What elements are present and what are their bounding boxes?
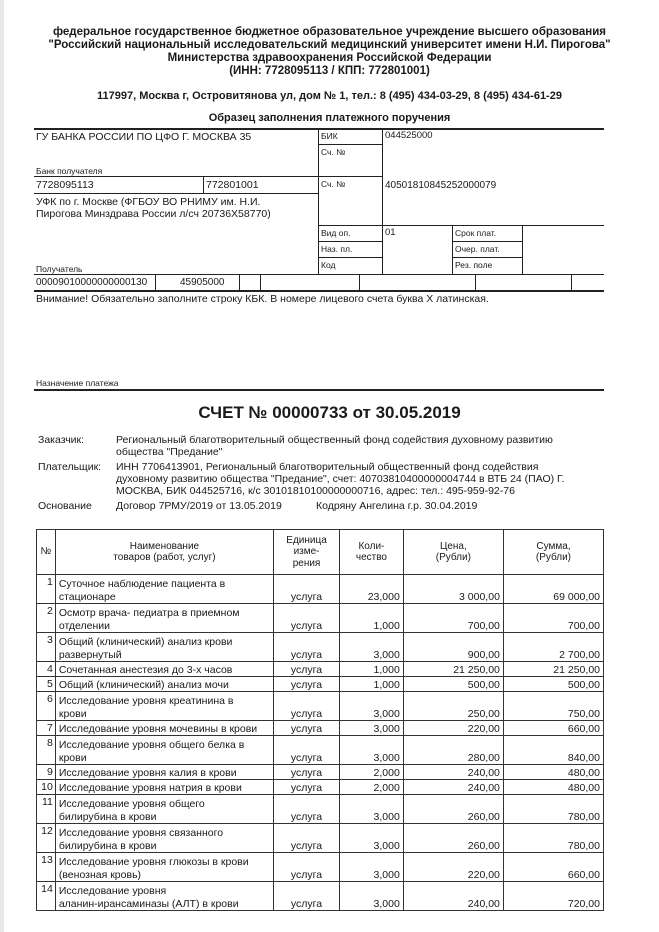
row-quantity: 1,000 [340, 604, 404, 633]
row-number: 14 [37, 882, 56, 911]
po-divider [318, 225, 604, 226]
row-name [55, 882, 273, 911]
row-sum: 750,00 [503, 692, 603, 721]
row-unit: услуга [274, 824, 340, 853]
row-name-line-1: Исследование уровня калия в крови [58, 766, 237, 779]
account-label: Сч. № [321, 179, 346, 189]
row-price: 250,00 [403, 692, 503, 721]
col-header-name-line-2: товаров (работ, услуг) [113, 552, 216, 563]
col-header-unit-line-3: рения [292, 557, 321, 569]
po-divider [318, 241, 382, 242]
col-header-unit-line-2: изме- [293, 546, 320, 558]
po-divider [155, 274, 156, 290]
row-sum: 720,00 [503, 882, 603, 911]
payer-line-2: духовному развитию общества "Предание", счет: 40703810400000004744 в ВТБ 24 (ПАО) Г. [116, 473, 565, 485]
row-quantity: 3,000 [340, 795, 404, 824]
col-header-unit-line-1: Единица [286, 534, 327, 546]
po-divider [452, 241, 522, 242]
bik-value: 044525000 [385, 130, 433, 141]
row-price: 21 250,00 [403, 662, 503, 677]
table-row [37, 633, 604, 662]
basis-patient: Кодряну Ангелина г.р. 30.04.2019 [316, 500, 478, 512]
payer-line-1: ИНН 7706413901, Региональный благотворительный общественный фонд содействия [116, 461, 539, 473]
corr-account-label: Сч. № [321, 147, 346, 157]
po-divider [318, 144, 382, 145]
po-divider [452, 225, 453, 274]
row-sum: 660,00 [503, 721, 603, 736]
row-number: 9 [37, 765, 56, 780]
row-price: 500,00 [403, 677, 503, 692]
row-quantity: 1,000 [340, 662, 404, 677]
po-top-border [34, 128, 604, 130]
row-number: 7 [37, 721, 56, 736]
row-name-line-2: развернутый [58, 648, 122, 661]
row-price: 260,00 [403, 795, 503, 824]
customer-label: Заказчик: [38, 434, 85, 446]
po-divider [452, 257, 522, 258]
vid-op-label: Вид оп. [321, 228, 351, 238]
row-price: 3 000,00 [403, 575, 503, 604]
po-divider [382, 128, 383, 274]
po-bottom-border [34, 290, 604, 292]
row-name-line-1: Исследование уровня креатинина в [58, 695, 234, 707]
row-price: 900,00 [403, 633, 503, 662]
row-number: 3 [37, 633, 56, 662]
row-quantity: 2,000 [340, 765, 404, 780]
row-price: 260,00 [403, 824, 503, 853]
payer-label: Плательщик: [38, 461, 102, 473]
table-row [37, 882, 604, 911]
table-header-row [37, 530, 604, 575]
col-header-sum-line-2: (Рубли) [535, 552, 572, 563]
vid-op-value: 01 [385, 227, 396, 238]
row-name-line-1: Осмотр врача- педиатра в приемном [58, 607, 240, 619]
row-name-line-1: Исследование уровня глюкозы в крови [58, 856, 249, 868]
payer-line-3: МОСКВА, БИК 044525716, к/с 30101810100000000716, адрес: тел.: 495-959-92-76 [116, 485, 515, 497]
invoice-items-table [36, 529, 604, 911]
po-divider [239, 274, 240, 290]
row-price: 240,00 [403, 882, 503, 911]
row-name [55, 662, 273, 677]
row-number: 10 [37, 780, 56, 795]
row-unit: услуга [274, 853, 340, 882]
table-row [37, 853, 604, 882]
row-unit: услуга [274, 765, 340, 780]
row-quantity: 3,000 [340, 736, 404, 765]
table-row [37, 795, 604, 824]
org-inn-kpp: (ИНН: 7728095113 / КПП: 772801001) [229, 65, 430, 77]
po-divider [571, 274, 572, 290]
row-number: 8 [37, 736, 56, 765]
row-quantity: 3,000 [340, 853, 404, 882]
ocher-plat-label: Очер. плат. [455, 244, 500, 254]
table-row [37, 736, 604, 765]
col-header-name-line-1: Наименование [129, 540, 200, 552]
customer-line-1: Региональный благотворительный общественный фонд содействия духовному развитию [116, 434, 553, 446]
row-number: 5 [37, 677, 56, 692]
bank-name: ГУ БАНКА РОССИИ ПО ЦФО Г. МОСКВА 35 [36, 131, 252, 143]
row-name [55, 765, 273, 780]
row-unit: услуга [274, 677, 340, 692]
row-sum: 480,00 [503, 780, 603, 795]
row-name-line-2: билирубина в крови [58, 810, 157, 823]
row-name [55, 677, 273, 692]
kod-label: Код [321, 260, 336, 270]
org-address: 117997, Москва г, Островитянова ул, дом № 1, тел.: 8 (495) 434-03-29, 8 (495) 434-61-29 [97, 90, 562, 102]
row-number: 2 [37, 604, 56, 633]
row-name-line-2: отделении [58, 619, 111, 632]
bik-label: БИК [321, 131, 338, 141]
row-price: 240,00 [403, 765, 503, 780]
org-name-line-1: федеральное государственное бюджетное образовательное учреждение высшего образования [53, 26, 606, 38]
kbk-value: 00009010000000000130 [36, 277, 148, 288]
row-unit: услуга [274, 780, 340, 795]
row-name [55, 604, 273, 633]
recipient-label: Получатель [36, 264, 83, 274]
bank-label: Банк получателя [36, 166, 103, 176]
purpose-label: Назначение платежа [36, 378, 119, 388]
row-sum: 500,00 [503, 677, 603, 692]
row-quantity: 3,000 [340, 633, 404, 662]
row-sum: 780,00 [503, 795, 603, 824]
org-name-line-2: "Российский национальный исследовательский медицинский университет имени Н.И. Пирогова" [48, 39, 611, 51]
row-price: 280,00 [403, 736, 503, 765]
col-header-num: № [37, 530, 56, 575]
po-divider [475, 274, 476, 290]
table-row [37, 575, 604, 604]
table-row [37, 677, 604, 692]
table-row [37, 721, 604, 736]
row-name-line-1: Общий (клинический) анализ мочи [58, 678, 229, 691]
col-header-price [403, 530, 503, 575]
row-name-line-1: Исследование уровня мочевины в крови [58, 722, 258, 735]
row-price: 220,00 [403, 721, 503, 736]
row-name [55, 795, 273, 824]
row-price: 220,00 [403, 853, 503, 882]
row-unit: услуга [274, 882, 340, 911]
row-sum: 480,00 [503, 765, 603, 780]
row-sum: 2 700,00 [503, 633, 603, 662]
row-unit: услуга [274, 721, 340, 736]
po-divider [260, 274, 261, 290]
row-unit: услуга [274, 736, 340, 765]
po-divider [34, 193, 318, 194]
row-price: 700,00 [403, 604, 503, 633]
col-header-name [55, 530, 273, 575]
row-number: 11 [37, 795, 56, 824]
table-row [37, 662, 604, 677]
row-quantity: 1,000 [340, 677, 404, 692]
row-name-line-1: Исследование уровня общего белка в [58, 739, 245, 751]
row-name-line-1: Исследование уровня общего [58, 798, 205, 810]
row-price: 240,00 [403, 780, 503, 795]
kbk-warning: Внимание! Обязательно заполните строку КБК. В номере лицевого счета буква Х латинская. [36, 293, 489, 305]
recipient-inn: 7728095113 [36, 179, 94, 191]
po-divider [34, 176, 382, 177]
row-number: 4 [37, 662, 56, 677]
row-sum: 840,00 [503, 736, 603, 765]
col-header-sum [503, 530, 603, 575]
col-header-qty-line-1: Коли- [358, 540, 385, 552]
row-number: 13 [37, 853, 56, 882]
table-row [37, 765, 604, 780]
table-row [37, 824, 604, 853]
oktmo-value: 45905000 [180, 277, 225, 288]
row-sum: 21 250,00 [503, 662, 603, 677]
row-name-line-1: Общий (клинический) анализ крови [58, 636, 233, 648]
row-name-line-2: билирубина в крови [58, 839, 157, 852]
row-name [55, 853, 273, 882]
table-row [37, 780, 604, 795]
recipient-name-line-2: Пирогова Минздрава России л/сч 20736Х58770) [36, 208, 271, 220]
row-quantity: 3,000 [340, 721, 404, 736]
row-number: 1 [37, 575, 56, 604]
po-divider [34, 274, 604, 275]
row-name [55, 824, 273, 853]
row-unit: услуга [274, 662, 340, 677]
account-value: 40501810845252000079 [385, 180, 497, 191]
row-unit: услуга [274, 795, 340, 824]
basis-contract: Договор 7РМУ/2019 от 13.05.2019 [116, 500, 282, 512]
basis-label: Основание [38, 500, 92, 512]
row-sum: 780,00 [503, 824, 603, 853]
row-name [55, 633, 273, 662]
row-quantity: 3,000 [340, 824, 404, 853]
row-name [55, 736, 273, 765]
row-name-line-1: Исследование уровня натрия в крови [58, 781, 242, 794]
row-name-line-1: Исследование уровня связанного [58, 827, 224, 839]
row-name [55, 575, 273, 604]
purpose-underline [34, 389, 604, 391]
invoice-title: СЧЕТ № 00000733 от 30.05.2019 [198, 403, 461, 422]
col-header-unit [274, 530, 340, 575]
po-divider [318, 128, 319, 274]
row-name-line-1: Суточное наблюдение пациента в [58, 578, 226, 590]
row-unit: услуга [274, 692, 340, 721]
row-unit: услуга [274, 633, 340, 662]
col-header-qty [340, 530, 404, 575]
row-name-line-1: Исследование уровня [58, 885, 167, 897]
col-header-price-line-2: (Рубли) [435, 552, 471, 563]
sample-title: Образец заполнения платежного поручения [208, 112, 451, 124]
row-quantity: 3,000 [340, 882, 404, 911]
table-row [37, 604, 604, 633]
org-ministry: Министерства здравоохранения Российской Федерации [167, 52, 492, 64]
row-name [55, 692, 273, 721]
row-name-line-2: (венозная кровь) [58, 868, 142, 881]
po-divider [359, 274, 360, 290]
row-name-line-2: аланин-ирансаминазы (АЛТ) в крови [58, 897, 239, 910]
scan-edge [0, 0, 4, 932]
row-unit: услуга [274, 575, 340, 604]
recipient-name-line-1: УФК по г. Москве (ФГБОУ ВО РНИМУ им. Н.И. [36, 196, 261, 208]
customer-line-2: общества "Предание" [116, 446, 223, 458]
rez-pole-label: Рез. поле [455, 260, 493, 270]
row-name-line-2: крови [58, 707, 87, 720]
row-quantity: 2,000 [340, 780, 404, 795]
row-sum: 69 000,00 [503, 575, 603, 604]
row-quantity: 3,000 [340, 692, 404, 721]
row-name-line-1: Сочетанная анестезия до 3-х часов [58, 663, 233, 676]
po-divider [203, 176, 204, 193]
row-name-line-2: крови [58, 751, 87, 764]
row-unit: услуга [274, 604, 340, 633]
po-divider [522, 225, 523, 274]
row-sum: 660,00 [503, 853, 603, 882]
row-number: 12 [37, 824, 56, 853]
naz-pl-label: Наз. пл. [321, 244, 353, 254]
col-header-price-line-1: Цена, [439, 540, 467, 552]
col-header-sum-line-1: Сумма, [536, 540, 571, 552]
row-name [55, 780, 273, 795]
row-quantity: 23,000 [340, 575, 404, 604]
table-row [37, 692, 604, 721]
row-number: 6 [37, 692, 56, 721]
row-name [55, 721, 273, 736]
col-header-qty-line-2: чество [355, 552, 387, 563]
srok-plat-label: Срок плат. [455, 228, 497, 238]
recipient-kpp: 772801001 [206, 179, 259, 191]
po-divider [318, 257, 382, 258]
table-body [37, 575, 604, 911]
row-sum: 700,00 [503, 604, 603, 633]
row-name-line-2: стационаре [58, 590, 116, 603]
